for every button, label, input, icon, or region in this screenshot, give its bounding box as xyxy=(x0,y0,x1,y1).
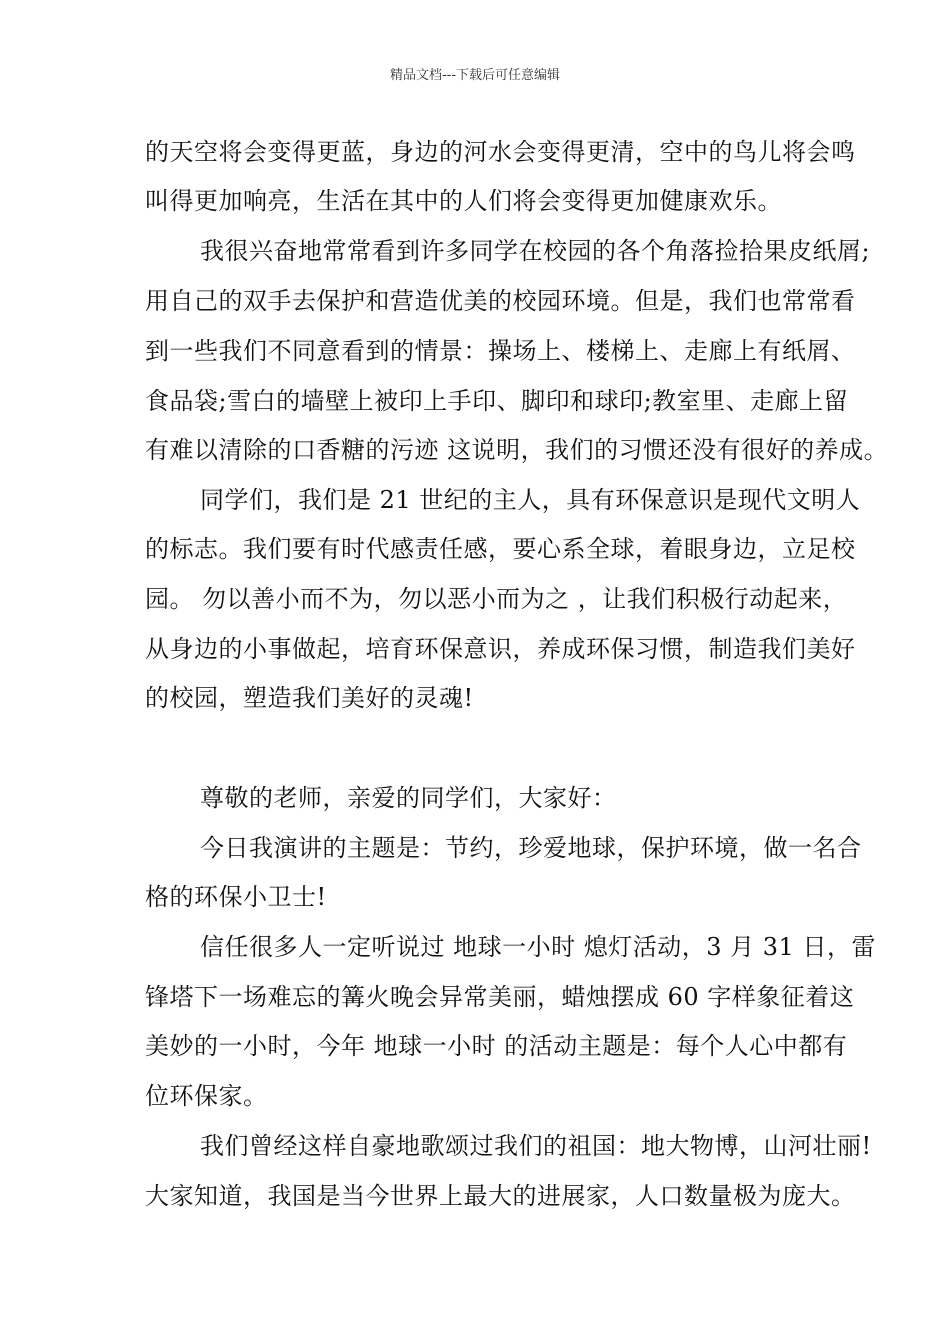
text-line: 的标志。我们要有时代感责任感，要心系全球，着眼身边，立足校 xyxy=(145,535,856,563)
text-line: 同学们，我们是 21 世纪的主人，具有环保意识是现代文明人 xyxy=(200,486,861,514)
text-line: 位环保家。 xyxy=(145,1082,268,1110)
text-line: 用自己的双手去保护和营造优美的校园环境。但是，我们也常常看 xyxy=(145,287,856,315)
greeting-line: 尊敬的老师，亲爱的同学们，大家好： xyxy=(200,784,617,812)
text-line: 有难以清除的口香糖的污迹 这说明，我们的习惯还没有很好的养成。 xyxy=(145,436,889,464)
text-line: 园。 勿以善小而不为，勿以恶小而为之 ，让我们积极行动起来， xyxy=(145,585,848,613)
text-line: 到一些我们不同意看到的情景：操场上、楼梯上、走廊上有纸屑、 xyxy=(145,337,856,365)
text-line: 我们曾经这样自豪地歌颂过我们的祖国：地大物博，山河壮丽! xyxy=(200,1132,872,1160)
text-line: 我很兴奋地常常看到许多同学在校园的各个角落捡拾果皮纸屑; xyxy=(200,237,871,265)
text-line: 叫得更加响亮，生活在其中的人们将会变得更加健康欢乐。 xyxy=(145,187,782,215)
text-line: 的校园，塑造我们美好的灵魂! xyxy=(145,684,474,712)
text-line: 从身边的小事做起，培育环保意识，养成环保习惯，制造我们美好 xyxy=(145,635,856,663)
text-line: 锋塔下一场难忘的篝火晚会异常美丽，蜡烛摆成 60 字样象征着这 xyxy=(145,983,855,1011)
text-line: 格的环保小卫士! xyxy=(145,883,327,911)
text-line: 信任很多人一定听说过 地球一小时 熄灯活动，3 月 31 日，雷 xyxy=(200,933,876,961)
text-line: 食品袋;雪白的墙壁上被印上手印、脚印和球印;教室里、走廊上留 xyxy=(145,387,849,415)
text-line: 大家知道，我国是当今世界上最大的进展家，人口数量极为庞大。 xyxy=(145,1182,856,1210)
text-line: 今日我演讲的主题是：节约，珍爱地球，保护环境，做一名合 xyxy=(200,834,862,862)
text-line: 的天空将会变得更蓝，身边的河水会变得更清，空中的鸟儿将会鸣 xyxy=(145,138,856,166)
page-header: 精品文档---下载后可任意编辑 xyxy=(389,68,561,83)
text-line: 美妙的一小时，今年 地球一小时 的活动主题是：每个人心中都有 xyxy=(145,1032,848,1060)
